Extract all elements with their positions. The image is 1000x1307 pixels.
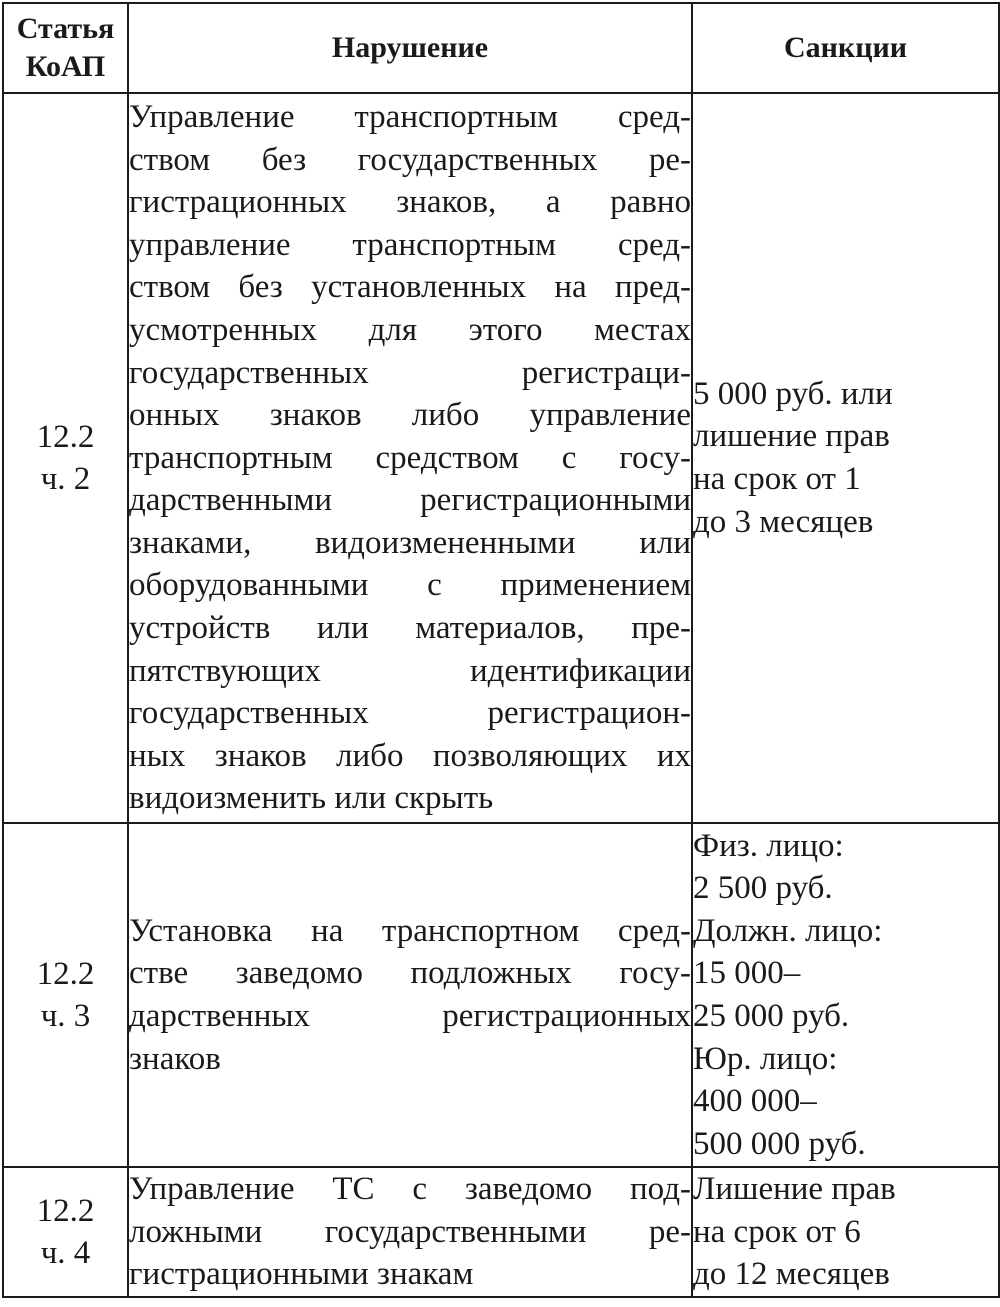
sanction-line: 2 500 руб.: [693, 870, 833, 907]
violation-line: государственных регистрацион-: [129, 695, 691, 732]
sanction-cell: [692, 93, 999, 823]
violation-line: видоизменить или скрыть: [129, 780, 494, 817]
article-part: ч. 4: [40, 1235, 91, 1271]
sanction-cell: [692, 823, 999, 1167]
table-header-row: [3, 3, 999, 93]
sanction-line: лишение прав: [693, 418, 890, 455]
violation-line: управление транспортным сред-: [129, 226, 691, 263]
header-sanctions: Санкции: [692, 3, 999, 93]
header-violation: Нарушение: [128, 3, 692, 93]
violation-line: знаками, видоизмененными или: [129, 524, 691, 561]
header-article-line: Статья: [16, 12, 115, 45]
header-article: [3, 3, 128, 93]
article-part: ч. 2: [40, 461, 91, 497]
article-part: ч. 3: [40, 998, 91, 1034]
violation-line: ложными государственными ре-: [129, 1213, 691, 1250]
violation-line: устройств или материалов, пре-: [129, 610, 691, 647]
sanction-line: Лишение прав: [693, 1171, 896, 1208]
koap-table: [2, 2, 1000, 1298]
violation-line: ством без установленных на пред-: [129, 269, 691, 306]
violation-line: Установка на транспортном сред-: [129, 912, 691, 949]
table-row: [3, 823, 999, 1167]
sanction-line: 25 000 руб.: [693, 998, 850, 1034]
article-number: 12.2: [36, 1193, 95, 1229]
violation-line: пятствующих идентификации: [129, 652, 691, 689]
sanction-line: на срок от 1: [693, 461, 861, 497]
violation-cell: [128, 93, 692, 823]
violation-line: знаков: [129, 1040, 221, 1077]
violation-line: Управление транспортным сред-: [129, 98, 691, 135]
article-number: 12.2: [36, 419, 95, 455]
sanction-line: Должн. лицо:: [693, 912, 883, 949]
violation-line: гистрационных знаков, а равно: [129, 184, 691, 221]
sanction-line: 15 000–: [693, 955, 801, 992]
article-cell: [3, 93, 128, 823]
violation-line: транспортным средством с госу-: [129, 439, 691, 476]
violation-line: оборудованными с применением: [129, 567, 691, 604]
violation-line: государственных регистраци-: [129, 354, 691, 391]
sanction-line: 400 000–: [693, 1083, 817, 1120]
violation-line: дарственными регистрационными: [129, 482, 691, 519]
violation-cell: [128, 1167, 692, 1297]
header-article-line: КоАП: [25, 50, 106, 83]
article-cell: [3, 823, 128, 1167]
table-row: [3, 1167, 999, 1297]
violation-line: дарственных регистрационных: [129, 998, 691, 1034]
sanction-line: до 3 месяцев: [693, 503, 874, 540]
violation-line: ных знаков либо позволяющих их: [129, 737, 691, 774]
sanction-line: на срок от 6: [693, 1213, 861, 1250]
sanction-line: 5 000 руб. или: [693, 375, 893, 412]
violation-line: стве заведомо подложных госу-: [129, 955, 691, 992]
sanction-line: до 12 месяцев: [693, 1256, 890, 1293]
table-row: [3, 93, 999, 823]
violation-line: Управление ТС с заведомо под-: [129, 1171, 691, 1208]
violation-line: гистрационными знакам: [129, 1256, 474, 1293]
violation-line: ством без государственных ре-: [129, 141, 691, 178]
sanction-line: Юр. лицо:: [693, 1040, 838, 1077]
violation-cell: [128, 823, 692, 1167]
article-number: 12.2: [36, 956, 95, 992]
violation-line: онных знаков либо управление: [129, 397, 691, 434]
article-cell: [3, 1167, 128, 1297]
sanction-line: Физ. лицо:: [693, 827, 844, 864]
sanction-line: 500 000 руб.: [693, 1125, 866, 1162]
violation-line: усмотренных для этого местах: [129, 311, 691, 348]
sanction-cell: [692, 1167, 999, 1297]
